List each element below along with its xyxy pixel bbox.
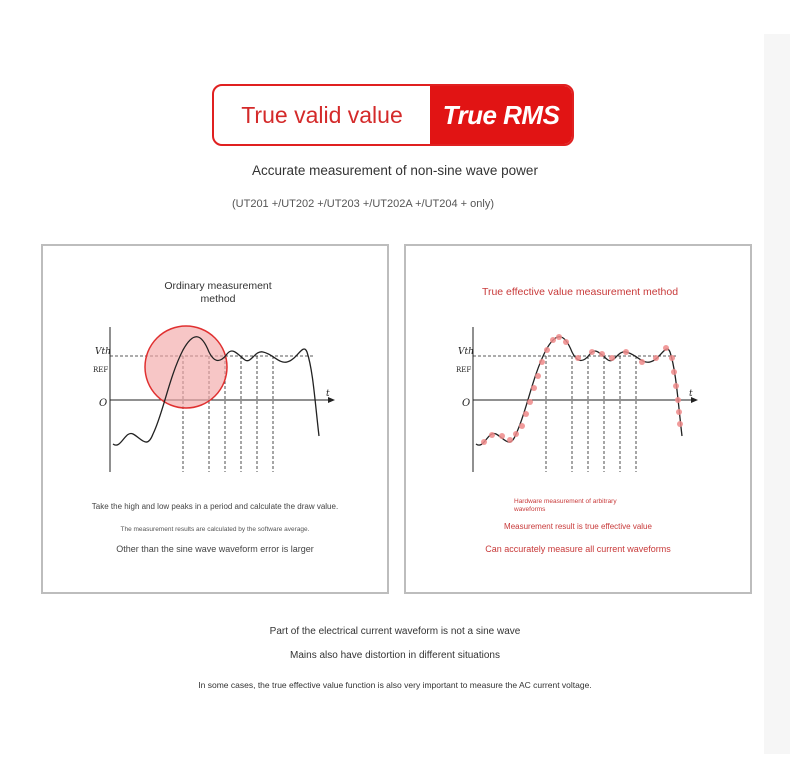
ref-label: REF bbox=[456, 366, 472, 374]
note-all-waveforms: Can accurately measure all current waveforms bbox=[485, 544, 671, 554]
panel-title: Ordinary measurement method bbox=[164, 280, 272, 305]
peak-highlight-circle bbox=[145, 326, 227, 408]
vth-label: Vth bbox=[95, 347, 111, 357]
true-rms-method-panel bbox=[404, 244, 752, 594]
model-list: (UT201 +/UT202 +/UT203 +/UT202A +/UT204 + only) bbox=[232, 198, 494, 210]
true-rms-badge bbox=[212, 84, 574, 146]
ordinary-method-panel bbox=[41, 244, 389, 594]
note-hardware-measurement: Hardware measurement of arbitrary waveforms bbox=[514, 498, 617, 513]
badge-left-label: True valid value bbox=[241, 101, 403, 128]
waveform-curve bbox=[476, 337, 682, 445]
right-edge-strip bbox=[764, 34, 790, 754]
vth-label: Vth bbox=[458, 347, 474, 357]
sample-lines bbox=[546, 356, 636, 472]
panel-title: True effective value measurement method bbox=[481, 286, 679, 298]
origin-label: O bbox=[99, 398, 108, 409]
subtitle: Accurate measurement of non-sine wave power bbox=[252, 163, 538, 178]
true-rms-waveform-graph bbox=[446, 322, 706, 472]
badge-right-label: True RMS bbox=[430, 86, 572, 144]
note-true-effective: Measurement result is true effective value bbox=[504, 522, 652, 531]
sample-dots bbox=[481, 334, 683, 445]
t-label: t bbox=[689, 389, 693, 399]
ref-label: REF bbox=[93, 366, 109, 374]
note-peaks: Take the high and low peaks in a period and calculate the draw value. bbox=[91, 502, 339, 511]
ordinary-waveform-graph bbox=[83, 322, 343, 472]
footer-line-3: In some cases, the true effective value function is also very important to measure the AC current voltage. bbox=[198, 680, 592, 690]
note-error-larger: Other than the sine wave waveform error is larger bbox=[116, 544, 314, 554]
footer-line-1: Part of the electrical current waveform is not a sine wave bbox=[269, 626, 521, 637]
origin-label: O bbox=[462, 398, 471, 409]
t-label: t bbox=[326, 389, 330, 399]
note-software-average: The measurement results are calculated by the software average. bbox=[120, 526, 310, 533]
footer-line-2: Mains also have distortion in different situations bbox=[290, 650, 500, 661]
